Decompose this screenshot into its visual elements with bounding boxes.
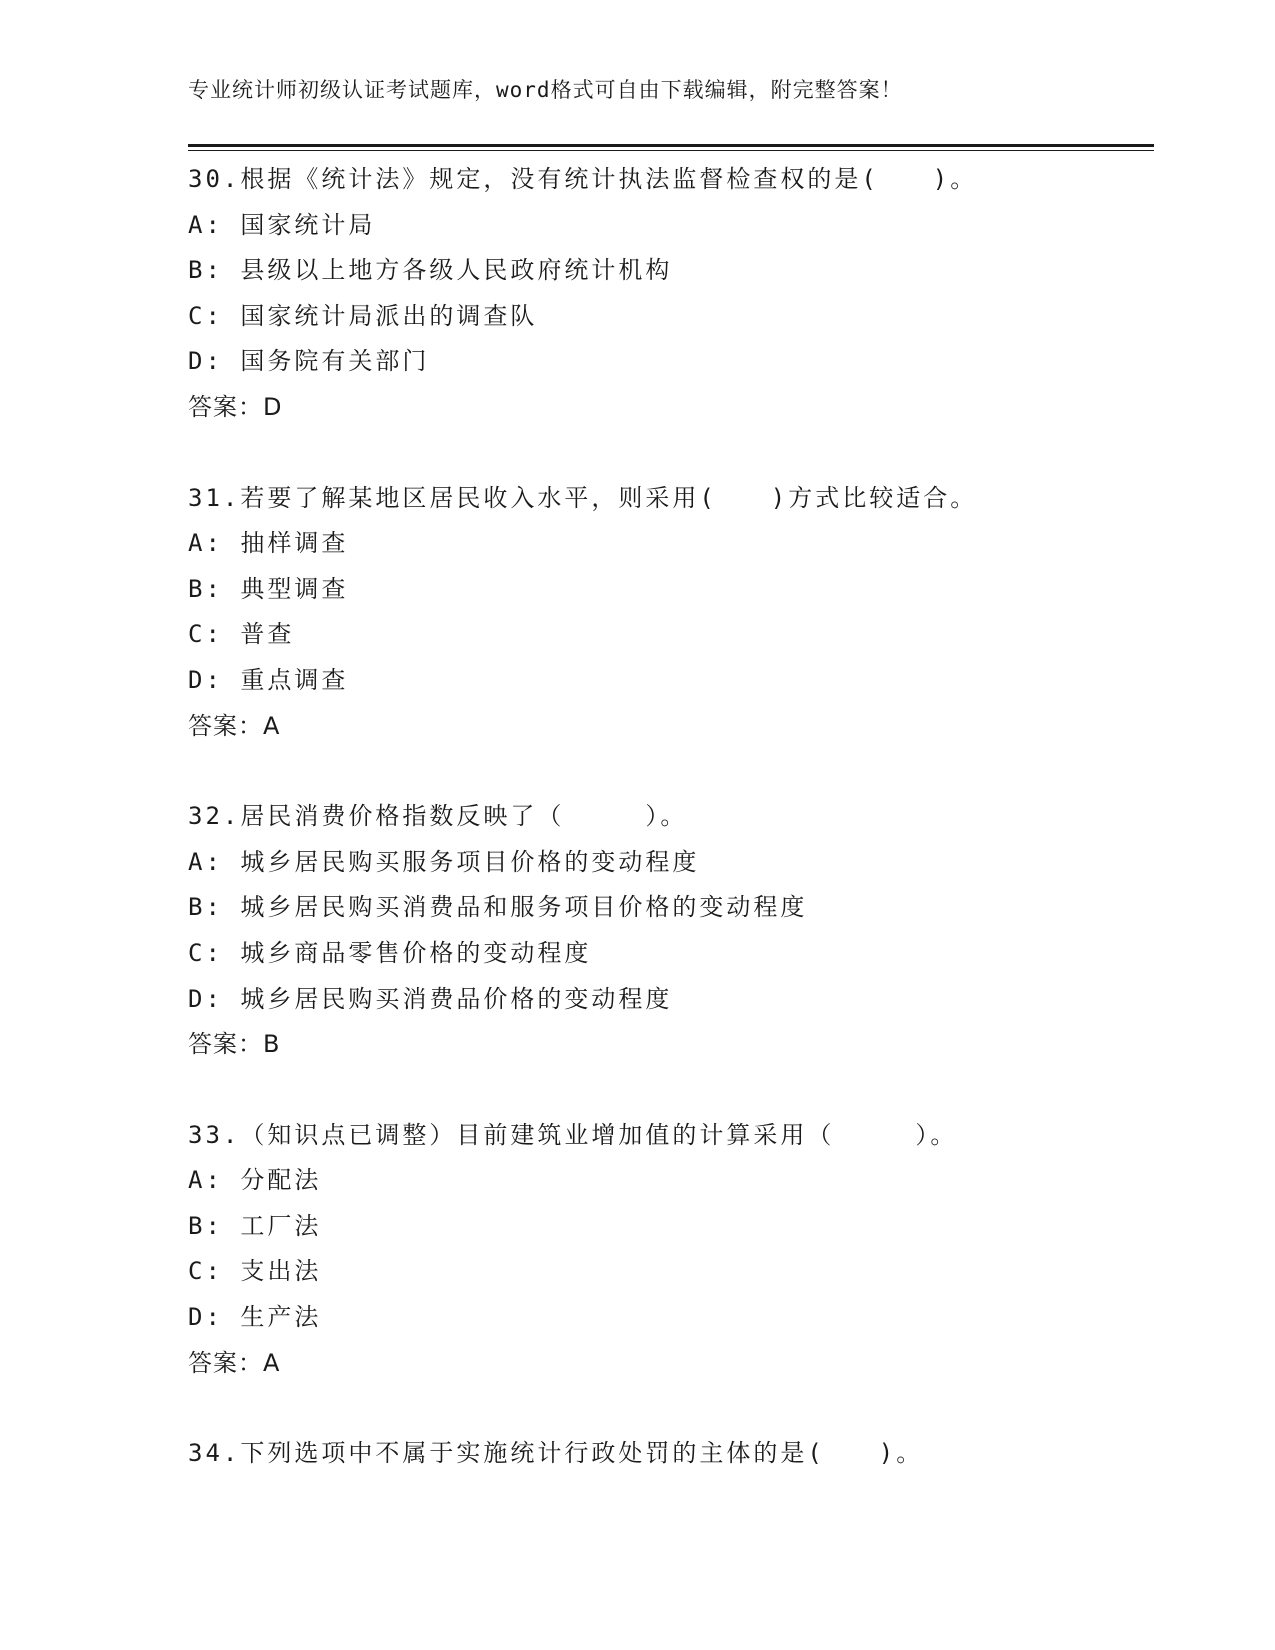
question-list — [188, 157, 1154, 1522]
answer: 答案：A — [188, 711, 281, 740]
answer: 答案：D — [188, 392, 283, 421]
question-33 — [188, 1113, 1154, 1387]
option-c: C: 国家统计局派出的调查队 — [188, 301, 538, 330]
option-c: C: 普查 — [188, 620, 295, 649]
question-34 — [188, 1431, 1154, 1477]
option-a: A: 抽样调查 — [188, 529, 349, 558]
question-stem: 31.若要了解某地区居民收入水平，则采用( )方式比较适合。 — [188, 483, 978, 512]
document-header: 专业统计师初级认证考试题库，word格式可自由下载编辑，附完整答案！ — [188, 78, 903, 102]
option-a: A: 国家统计局 — [188, 210, 376, 239]
question-stem: 34.下列选项中不属于实施统计行政处罚的主体的是( )。 — [188, 1439, 924, 1468]
option-b: B: 城乡居民购买消费品和服务项目价格的变动程度 — [188, 893, 808, 922]
question-30 — [188, 157, 1154, 431]
header-rule-thick — [188, 144, 1154, 147]
option-b: B: 工厂法 — [188, 1211, 322, 1240]
option-a: A: 分配法 — [188, 1166, 322, 1195]
option-b: B: 县级以上地方各级人民政府统计机构 — [188, 256, 673, 285]
answer: 答案：A — [188, 1348, 281, 1377]
question-31 — [188, 476, 1154, 750]
option-c: C: 支出法 — [188, 1257, 322, 1286]
option-c: C: 城乡商品零售价格的变动程度 — [188, 938, 592, 967]
question-stem: 33.（知识点已调整）目前建筑业增加值的计算采用（ ）。 — [188, 1120, 958, 1149]
question-32 — [188, 794, 1154, 1068]
header-rule-thin — [188, 150, 1154, 151]
option-a: A: 城乡居民购买服务项目价格的变动程度 — [188, 847, 700, 876]
option-b: B: 典型调查 — [188, 574, 349, 603]
question-stem: 30.根据《统计法》规定，没有统计执法监督检查权的是( )。 — [188, 165, 978, 193]
option-d: D: 重点调查 — [188, 665, 349, 694]
option-d: D: 城乡居民购买消费品价格的变动程度 — [188, 984, 673, 1013]
question-stem: 32.居民消费价格指数反映了（ ）。 — [188, 802, 688, 831]
answer: 答案：B — [188, 1030, 281, 1059]
option-d: D: 国务院有关部门 — [188, 347, 430, 376]
option-d: D: 生产法 — [188, 1303, 322, 1332]
